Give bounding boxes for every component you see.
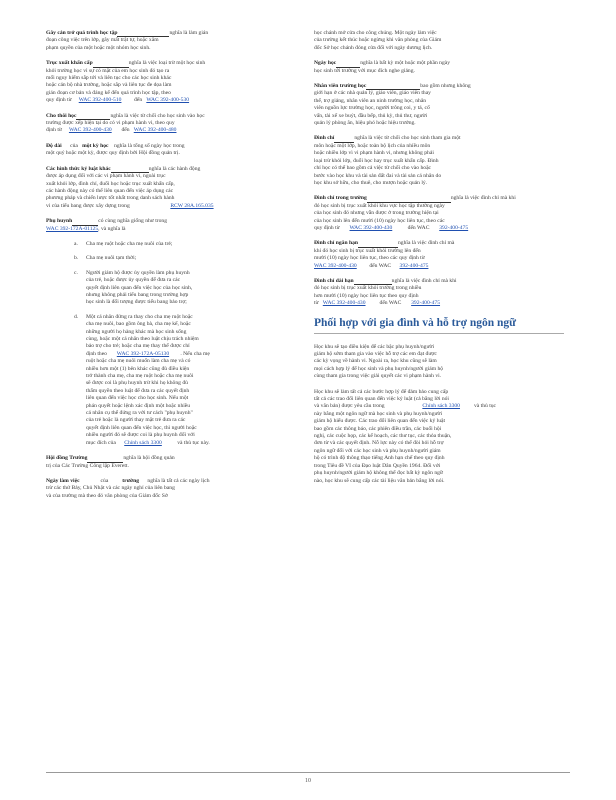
text: nghĩa là hội đồng quản — [123, 455, 175, 462]
text: mười (10) ngày học liên tục, theo các quy định từ — [314, 255, 425, 262]
wac-link[interactable]: WAC 392-172A-01125 — [46, 225, 99, 232]
wac-link[interactable]: WAC 392-400-430 — [314, 262, 357, 269]
page-number: 10 — [305, 778, 311, 784]
paragraph-family-engagement — [314, 344, 564, 381]
section-heading: Phối hợp với gia đình và hỗ trợ ngôn ngữ — [314, 316, 564, 334]
wac-link[interactable]: WAC 392-400-430 — [349, 224, 393, 231]
list-marker: d. — [74, 313, 79, 320]
text: của — [100, 477, 109, 484]
text: đoạn công việc trên lớp, gây mất trật tự, hoặc xâm — [46, 37, 159, 44]
text: nghĩa là việc đình chỉ mà khi — [391, 277, 457, 284]
text: viên nguồn lực trường học, người trông coi, y tá, cố — [314, 105, 430, 112]
definition-suspension — [314, 135, 564, 187]
text: trị của Các Trường Công lập Everett. — [46, 462, 129, 469]
text: Cha mẹ nuôi tạm thời; — [86, 255, 137, 262]
text: đến WAC — [379, 300, 402, 307]
text: đến — [134, 97, 143, 104]
text: của học sinh đó nhưng vẫn được ở trong trường hiện tại — [314, 210, 439, 217]
list-marker: a. — [74, 240, 78, 247]
text: một quý hoặc một kỳ, được quy định bởi Hội đồng quản trị. — [46, 150, 180, 157]
text: gián đoạn cơ bản và đáng kể đến quá trình học tập, theo — [46, 89, 171, 96]
text: Cha mẹ ruột hoặc cha mẹ nuôi của trẻ; — [86, 240, 173, 247]
text: đốc Sở học chánh đóng cửa đối với ngày dương lịch. — [314, 44, 433, 51]
definition-school-board — [46, 455, 286, 470]
text: bảo trợ cho trẻ; hoặc cha mẹ thay thế được chỉ — [86, 343, 190, 350]
text: của trẻ hoặc là người thay mặt trẻ đưa ra các — [86, 417, 186, 424]
term: Nhân viên trường học — [314, 83, 367, 90]
text: được áp dụng đối với các vi phạm hành vi, ngoài trục — [46, 173, 166, 180]
wac-link[interactable]: 392-400-475 — [411, 300, 441, 307]
text: thế, trợ giảng, nhân viên an ninh trường học, nhân — [314, 97, 427, 104]
text: , và nghĩa là — [98, 225, 126, 232]
text: đó học sinh bị trục xuất khỏi trường trong nhiều — [314, 285, 422, 292]
text: liên quan đến việc học cho học sinh. Nếu một — [86, 395, 189, 402]
text: định theo — [86, 350, 107, 357]
definition-business-day — [46, 478, 286, 500]
text: và thủ tục — [473, 403, 497, 410]
text: cha mẹ nuôi, bao gồm ông bà, cha mẹ kế, hoặc — [86, 321, 191, 328]
wac-link[interactable]: WAC 392-400-480 — [133, 127, 177, 134]
list-marker: b. — [74, 255, 79, 262]
text: phương pháp và chiến lược tốt nhất trong danh sách hành — [46, 195, 175, 202]
text: hơn mười (10) ngày học liên tục theo quy định — [314, 292, 419, 299]
definition-short-term-suspension — [314, 240, 564, 270]
blank — [76, 113, 110, 120]
blank — [367, 196, 451, 203]
blank — [72, 219, 98, 226]
text: định từ — [46, 127, 62, 134]
term: Hội đồng Trường — [46, 455, 88, 462]
definition-school-personnel — [314, 83, 564, 127]
term: Cho thôi học — [46, 112, 77, 119]
definition-school-day — [314, 60, 564, 75]
paragraph-language-support — [314, 389, 564, 485]
text: quy định từ — [46, 97, 72, 104]
text: đến WAC — [369, 262, 392, 269]
text: khỏi trường học vì sự có mặt của em học sinh đó tạo ra — [46, 67, 170, 74]
text: giới hạn ở các nhà quản lý, giáo viên, giáo viên thay — [314, 90, 431, 97]
text: hộ có trình độ thông thạo tiếng Anh hạn chế theo quy định — [314, 455, 445, 462]
text: phán quyết hoặc lệnh xác định một hoặc nhiều — [86, 402, 191, 409]
text: Người giám hộ được ủy quyền làm phụ huynh — [86, 269, 190, 276]
text: nghĩa là tổng số ngày học trong — [114, 142, 185, 149]
text: xuất khỏi lớp, đình chỉ, đuổi học hoặc trục xuất khẩn cấp, — [46, 180, 175, 187]
rcw-link[interactable]: RCW 28A.165.035 — [170, 202, 214, 209]
text: học khu sở hữu, cho thuê, cho mượn hoặc quản lý. — [314, 179, 428, 186]
text: tất cả các trao đổi liên quan đến việc kỷ luật (cả bằng lời nói — [314, 396, 449, 403]
text: bao gồm các thông báo, các phiên điều trần, các buổi hội — [314, 425, 442, 432]
text: học sinh là đối tượng được tiểu bang bảo trợ; — [86, 299, 187, 306]
text: nghĩa là tất cả các ngày lịch — [147, 477, 210, 484]
text: bao gồm nhưng không — [420, 83, 471, 90]
text: của trẻ, hoặc được ủy quyền để đưa ra các — [86, 277, 181, 284]
text: nghĩa là làm gián — [169, 30, 209, 36]
text: của — [70, 142, 78, 149]
text: đến WAC — [407, 224, 430, 231]
term: một kỳ học — [82, 142, 109, 149]
text: thẩm quyền theo luật để đưa ra các quyết định — [86, 387, 190, 394]
text: mối nguy hiểm sắp tới và liên tục cho các học sinh khác — [46, 75, 172, 82]
text: của trường kết thúc hoặc ngừng khi văn phòng của Giám — [314, 37, 442, 44]
left-column — [46, 30, 286, 508]
blank — [93, 61, 129, 68]
wac-link[interactable]: 392-400-475 — [399, 262, 429, 269]
text: và của trường mà theo đó văn phòng của Giám đốc Sở — [46, 492, 168, 499]
term: Đình chỉ dài hạn — [314, 277, 354, 284]
term: Độ dài — [46, 142, 62, 149]
text: và văn bản) được yêu cầu trong — [314, 403, 385, 410]
text: nghĩa là các hành động — [148, 165, 201, 172]
text: nghĩa là việc từ chối cho học sinh vào học — [110, 112, 205, 119]
text: ngôn ngữ đối với các học sinh và phụ huynh/người giám — [314, 447, 441, 454]
text: bước vào học khu và tài sản đất đai và tài sản cá nhân do — [314, 172, 442, 179]
text: ruột hoặc cha mẹ nuôi muốn làm cha mẹ và có — [86, 358, 191, 365]
text: nhưng không phải tiểu bang trong trường hợp — [86, 291, 189, 298]
text: quản lý phòng ăn, hiệu phó hoặc hiệu trưởng. — [314, 120, 416, 127]
text: và thủ tục này. — [177, 439, 210, 446]
blank — [336, 61, 360, 68]
text: các kỳ vọng về hành vi. Ngoài ra, học khu cũng sẽ làm — [314, 358, 437, 365]
text: nhiều hơn một (1) bên khác cũng đủ điều kiện — [86, 365, 190, 372]
text: Học khu sẽ tạo điều kiện để các bậc phụ huynh/người — [314, 343, 435, 350]
text: vấn, tài xế xe buýt, đầu bếp, thủ kỳ, thủ thư, người — [314, 112, 428, 119]
text: mọi cách hợp lý để học sinh và phụ huynh/người giám hộ — [314, 365, 444, 372]
list-item — [46, 241, 286, 248]
text: . Nếu cha mẹ — [180, 350, 210, 357]
text: trừ các thứ Bảy, Chủ Nhật và các ngày nghỉ của liên bang — [46, 485, 175, 492]
text: chỉ học có thể bao gồm cả việc từ chối cho vào hoặc — [314, 165, 432, 172]
term: Đình chỉ — [314, 135, 335, 142]
term: Các hình thức kỷ luật khác — [46, 165, 111, 172]
text: cùng tham gia trong việc giải quyết các vi phạm hành vi. — [314, 373, 442, 380]
text: đơn từ và các quyết định. Nỗ lực này có thể đòi hỏi hỗ trợ — [314, 440, 444, 447]
text: quyết định liên quan đến việc học, thì người hoặc — [86, 424, 197, 431]
text: này bằng một ngôn ngữ mà học sinh và phụ huynh/người — [314, 410, 443, 417]
text: nào, học khu sẽ cung cấp các tài liệu văn bản bằng lời nói. — [314, 477, 445, 484]
text: quy định từ — [314, 224, 340, 231]
footer-rule — [46, 772, 570, 773]
text: nghĩa là việc đình chỉ mà khi — [450, 195, 516, 202]
text: mục đích của — [86, 439, 116, 446]
text: phạm quyền của một hoặc một nhóm học sinh. — [46, 44, 151, 51]
text: cá nhân cụ thể đứng ra với tư cách "phụ huynh" — [86, 410, 193, 417]
term: Ngày làm việc — [46, 477, 80, 484]
text: từ — [314, 300, 319, 307]
definition-long-term-suspension — [314, 278, 564, 308]
text: trường được xếp hiện tại do có vi phạm hành vi, theo quy — [46, 120, 175, 127]
text: đó học sinh bị trục xuất khỏi khu vực học tập thường ngày — [314, 202, 445, 209]
text: trở thành cha mẹ, cha mẹ ruột hoặc cha mẹ nuôi — [86, 373, 194, 380]
text: giám hộ sớm tham gia vào việc hỗ trợ các em đạt được — [314, 351, 437, 357]
list-item — [46, 270, 286, 307]
wac-link[interactable]: WAC 392-400-430 — [322, 300, 366, 307]
list-item — [46, 314, 286, 447]
term: Đình chỉ trong trường — [314, 195, 367, 202]
blank — [358, 241, 398, 248]
text: khi đó học sinh bị trục xuất khỏi trường lên đến — [314, 247, 421, 254]
definition-parent — [46, 218, 286, 447]
text: các hành động này có thể liên quan đến việc áp dụng các — [46, 187, 174, 194]
text: phụ huynh/người giám hộ không thể đọc bất kỳ ngôn ngữ — [314, 470, 443, 477]
parent-list — [46, 241, 286, 447]
text: nghĩa là việc đình chỉ mà — [398, 240, 455, 247]
text: nghĩa là việc từ chối cho học sinh tham gia một — [354, 135, 461, 142]
text: hoặc cán bộ nhà trường, hoặc sắp và liên tục đe dọa làm — [46, 82, 172, 89]
list-marker: c. — [74, 269, 78, 276]
text: vi của tiểu bang được xây dựng trong — [46, 202, 130, 209]
term: Ngày học — [314, 60, 337, 67]
text: nghĩa là bất kỳ một hoặc một phần ngày — [360, 60, 451, 67]
text: giám hộ hiểu được. Các trao đổi liên quan đến việc kỷ luật — [314, 418, 446, 425]
text: học chánh mở cửa cho công chúng. Một ngày làm việc — [314, 30, 437, 36]
text: có cùng nghĩa giống như trong — [98, 218, 168, 225]
text: Một cá nhân đứng ra thay cho cha mẹ ruột hoặc — [86, 313, 193, 320]
term: trường — [122, 477, 140, 484]
definition-in-school-suspension — [314, 195, 564, 232]
list-item — [46, 255, 286, 262]
wac-link[interactable]: WAC 392-400-510 — [78, 97, 122, 104]
wac-link[interactable]: WAC 392-172A-05130 — [116, 350, 170, 357]
text: cùng, hoặc một cá nhân theo luật chịu trách nhiệm — [86, 336, 199, 342]
text: Học khu sẽ làm tất cả các bước hợp lý để đảm bảo cung cấp — [314, 388, 449, 395]
text: đến — [121, 127, 130, 134]
blank — [366, 83, 420, 90]
definition-exclusion — [46, 113, 286, 135]
text: nghĩa là việc loại trừ một học sinh — [128, 60, 206, 67]
text: của học sinh lên đến mười (10) ngày học liên tục, theo các — [314, 217, 445, 224]
wac-link[interactable]: WAC 392-400-530 — [146, 97, 190, 104]
definition-other-forms — [46, 166, 286, 210]
definition-disruption — [46, 30, 286, 52]
text: trong Tiêu đề VI của Đạo luật Dân Quyền 1964. Đối với — [314, 462, 441, 469]
policy-link[interactable]: Chính sách 3300 — [422, 403, 460, 410]
blank — [334, 136, 354, 143]
term: Gây cản trở quá trình học tập — [46, 30, 118, 36]
text: sẽ được coi là phụ huynh trừ khi họ không đủ — [86, 380, 188, 387]
right-column — [314, 30, 564, 493]
text: loại trừ khỏi lớp, đuổi học hay trục xuất khẩn cấp. Đình — [314, 157, 439, 164]
wac-link[interactable]: WAC 392-400-430 — [68, 127, 112, 134]
text: môn hoặc một lớp, hoặc toàn bộ lịch của nhiều môn — [314, 142, 431, 149]
definition-term-length — [46, 143, 286, 158]
text: nhiều người đó sẽ được coi là phụ huynh đối với — [86, 432, 195, 439]
term: Trục xuất khẩn cấp — [46, 60, 93, 67]
term: Phụ huynh — [46, 218, 73, 225]
text: quyết định liên quan đến việc học của học sinh, — [86, 284, 193, 291]
text: nghị, các cuộc họp, các kế hoạch, các thư tục, các thỏa thuận, — [314, 433, 452, 440]
text: hoặc nhiều lớp vì vi phạm hành vi, nhưng không phải — [314, 150, 434, 157]
wac-link[interactable]: 392-400-475 — [439, 224, 469, 231]
blank — [87, 456, 123, 463]
definition-emergency-expulsion — [46, 60, 286, 104]
policy-link[interactable]: Chính sách 3300 — [124, 439, 162, 446]
text: những người họ hàng khác mà học sinh sống — [86, 328, 187, 335]
business-day-continued — [314, 30, 564, 52]
text: học sinh tới trường với mục đích nghe giảng. — [314, 67, 415, 74]
term: Đình chỉ ngắn hạn — [314, 240, 358, 247]
